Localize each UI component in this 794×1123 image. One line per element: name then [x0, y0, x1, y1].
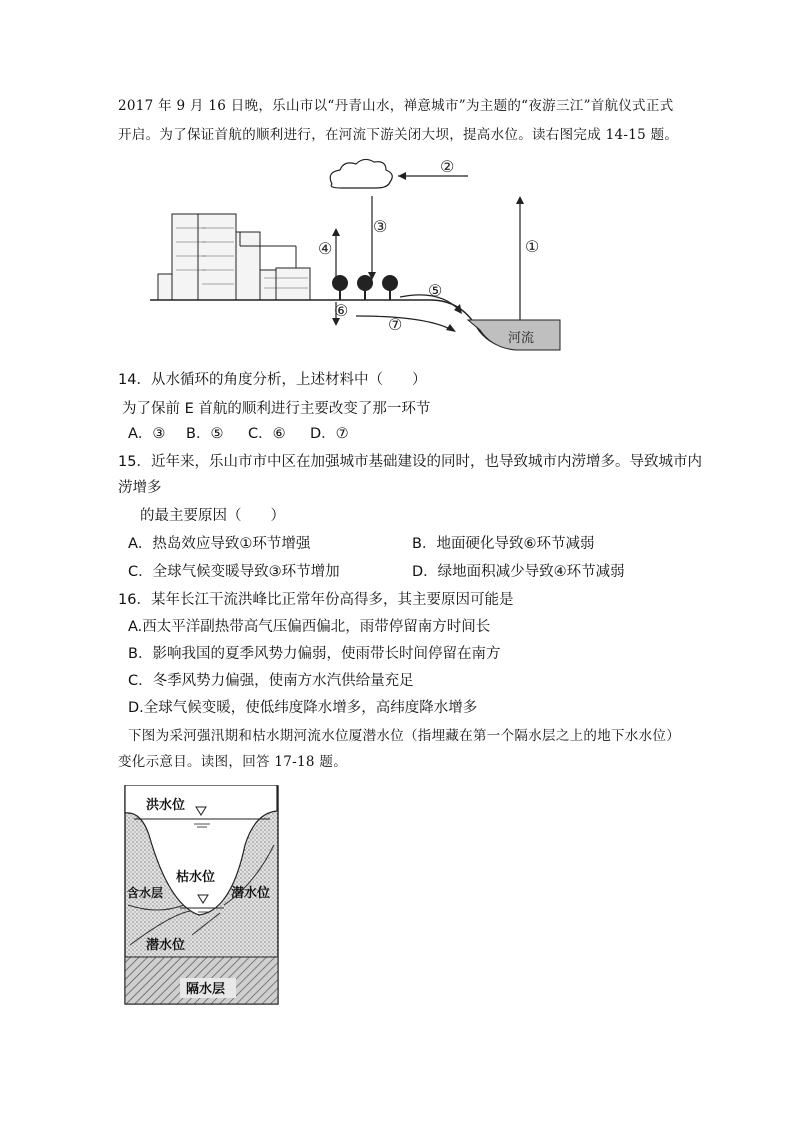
- q16-option-b: B．影响我国的夏季风势力偏弱，使雨带长时间停留在南方: [128, 646, 501, 662]
- river-label: 河流: [508, 331, 535, 346]
- q16-stem: 16．某年长江干流洪峰比正常年份高得多，其主要原因可能是: [118, 592, 514, 608]
- aquifer-label: 含水层: [127, 886, 164, 900]
- river-section-figure: [124, 785, 280, 1005]
- intro-line-2: 开启。为了保证首航的顺利进行，在河流下游关闭大坝，提高水位。读右图完成 14-15 题。: [118, 127, 679, 143]
- q16-option-d: D.全球气候变暖，使低纬度降水增多，高纬度降水增多: [128, 700, 478, 716]
- q15-stem-3: 的最主要原因（ ）: [140, 508, 285, 524]
- q15-option-b: B．地面硬化导致⑥环节减弱: [412, 536, 595, 552]
- impermeable-label: 隔水层: [186, 982, 226, 997]
- label-2: ②: [440, 157, 455, 176]
- water-cycle-figure: [150, 150, 562, 360]
- q16-option-a: A.西太平洋副热带高气压偏西偏北，雨带停留南方时间长: [128, 619, 491, 635]
- q14-option-d: D．⑦: [310, 426, 349, 442]
- water-table-right-label: 潜水位: [231, 886, 271, 901]
- q15-option-a: A．热岛效应导致①环节增强: [128, 536, 311, 552]
- q14-stem-2: 为了保前 E 首航的顺利进行主要改变了那一环节: [122, 401, 431, 417]
- city-buildings: [158, 214, 310, 300]
- q14-option-a: A．③: [128, 426, 166, 442]
- label-1: ①: [525, 237, 540, 256]
- q14-option-b: B．⑤: [186, 426, 224, 442]
- q15-stem: 15．近年来，乐山市市中区在加强城市基础建设的同时，也导致城市内涝增多。导致城市内: [118, 454, 702, 470]
- trees: [332, 275, 398, 300]
- flood-level-label: 洪水位: [146, 798, 186, 813]
- q14-stem: 14．从水循环的角度分析，上述材料中（ ）: [118, 372, 427, 388]
- intro-line-1: 2017 年 9 月 16 日晚，乐山市以“丹青山水，禅意城市”为主题的“夜游三江”首航仪式正式: [118, 98, 674, 114]
- cloud-icon: [330, 159, 392, 188]
- label-6: ⑥: [334, 301, 349, 320]
- q15-option-c: C．全球气候变暖导致③环节增加: [128, 564, 340, 580]
- label-4: ④: [318, 239, 333, 258]
- water-table-bottom-label: 潜水位: [146, 938, 186, 953]
- dry-level-label: 枯水位: [176, 870, 216, 885]
- intro2-line-1: 下图为采河强汛期和枯水期河流水位厦潜水位（指埋藏在第一个隔水层之上的地下水水位）: [128, 728, 680, 744]
- q15-stem-2: 涝增多: [118, 480, 162, 496]
- label-5: ⑤: [428, 281, 443, 300]
- q15-option-d: D．绿地面积减少导致④环节减弱: [412, 564, 625, 580]
- q16-option-c: C．冬季风势力偏强，使南方水汽供给量充足: [128, 673, 414, 689]
- label-7: ⑦: [388, 315, 403, 334]
- intro2-line-2: 变化示意目。读图，回答 17-18 题。: [118, 754, 347, 770]
- label-3: ③: [373, 217, 388, 236]
- q14-option-c: C．⑥: [248, 426, 286, 442]
